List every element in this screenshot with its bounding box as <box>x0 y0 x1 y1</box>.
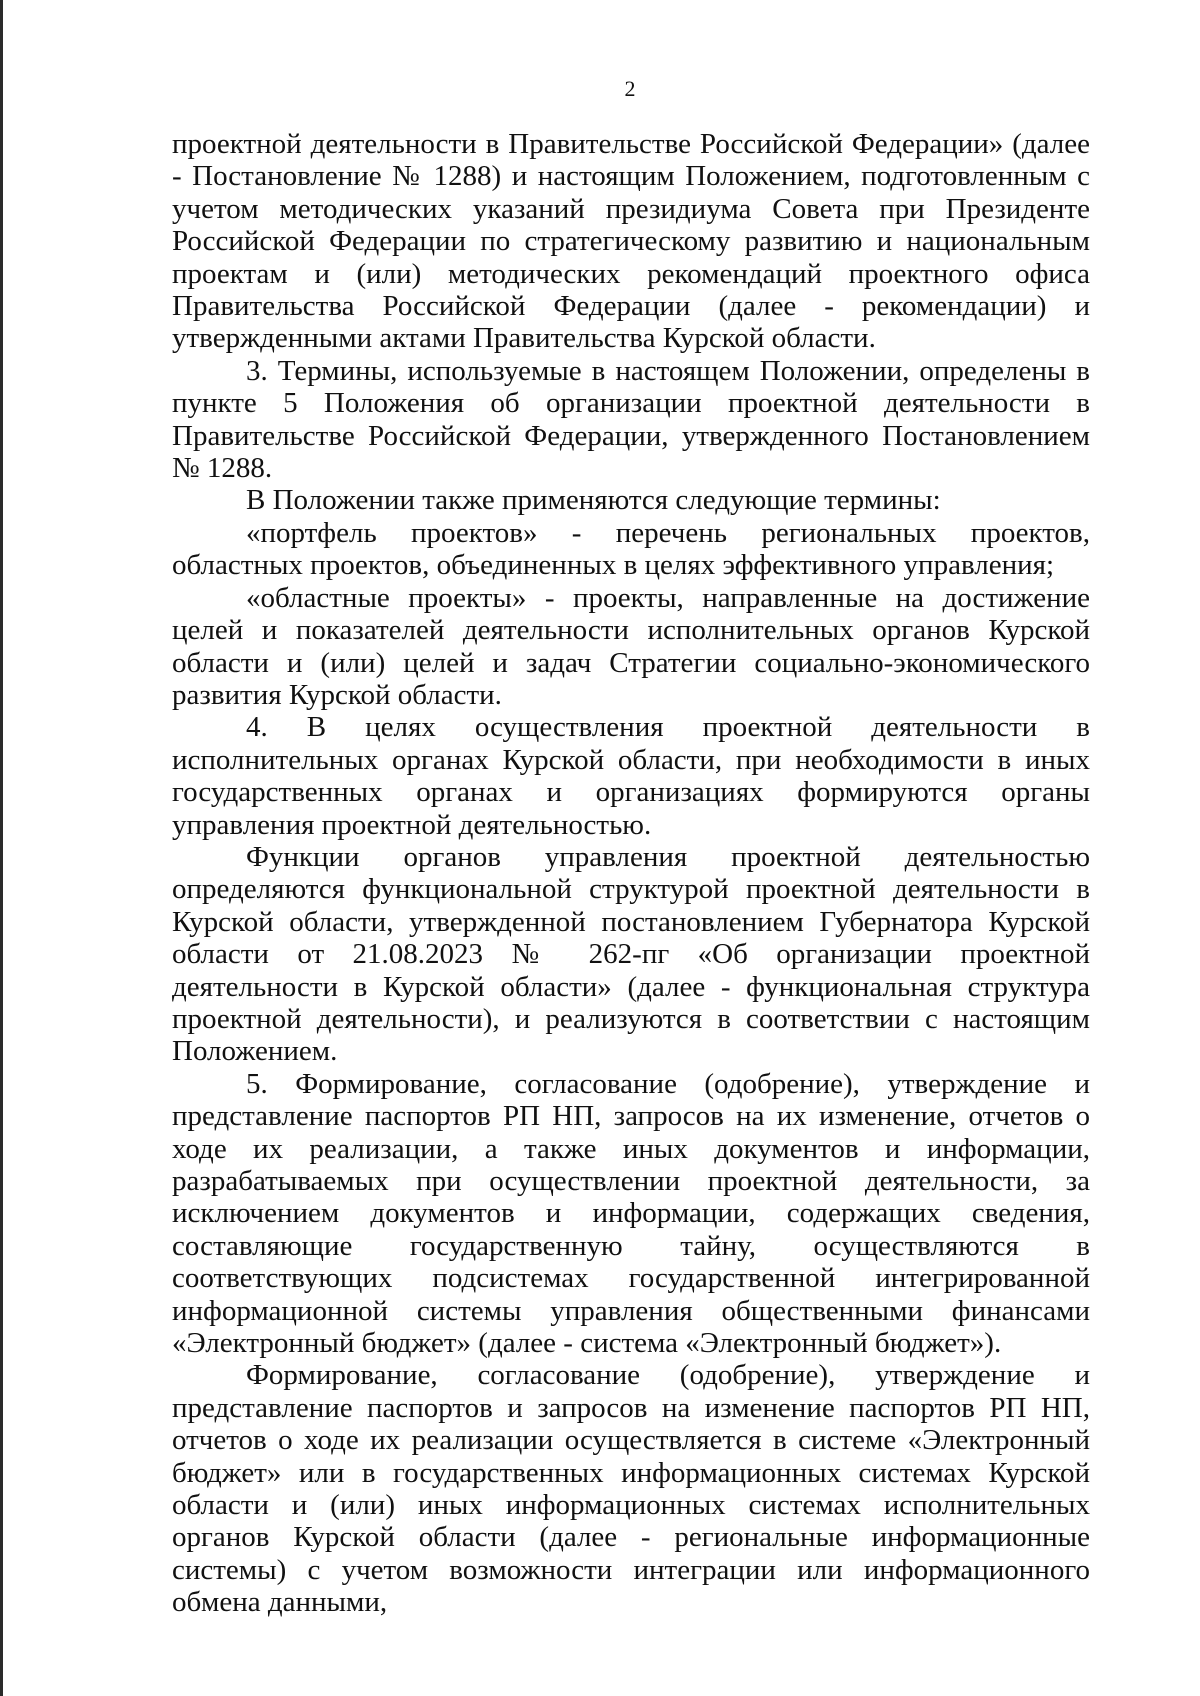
scan-edge-line <box>0 0 3 1696</box>
page-number: 2 <box>624 76 636 101</box>
paragraph-item-4: 4. В целях осуществления проектной деятельности в исполнительных органах Курской области, при необходимости в иных государственных органах и организациях формируются органы управления проектной деятельностью. <box>172 711 1090 841</box>
paragraph-passport-formation: Формирование, согласование (одобрение), утверждение и представление паспортов и запросов на изменение паспортов РП НП, отчетов о ходе их реализации осуществляется в системе «Электронный бюджет» или в государственных информационных системах Курской области и (или) иных информационных системах исполнительных органов Курской области (далее - региональные информационные системы) с учетом возможности интеграции или информационного обмена данными, <box>172 1359 1090 1619</box>
paragraph-management-functions: Функции органов управления проектной деятельностью определяются функциональной структурой проектной деятельности в Курской области, утвержденной постановлением Губернатора Курской области от 21.08.2023 № 262-пг «Об организации проектной деятельности в Курской области» (далее - функциональная структура проектной деятельности), и реализуются в соответствии с настоящим Положением. <box>172 840 1090 1068</box>
document-body <box>172 128 1090 1619</box>
paragraph-term-portfolio: «портфель проектов» - перечень региональных проектов, областных проектов, объединенных в целях эффективного управления; <box>172 516 1090 582</box>
paragraph-item-3: 3. Термины, используемые в настоящем Положении, определены в пункте 5 Положения об организации проектной деятельности в Правительстве Российской Федерации, утвержденного Постановлением № 1288. <box>172 354 1090 485</box>
paragraph-term-regional-projects: «областные проекты» - проекты, направленные на достижение целей и показателей деятельности исполнительных органов Курской области и (или) целей и задач Стратегии социально-экономического развития Курской области. <box>172 581 1090 711</box>
paragraph-continuation: проектной деятельности в Правительстве Российской Федерации» (далее - Постановление № 1288) и настоящим Положением, подготовленным с учетом методических указаний президиума Совета при Президенте Российской Федерации по стратегическому развитию и национальным проектам и (или) методических рекомендаций проектного офиса Правительства Российской Федерации (далее - рекомендации) и утвержденными актами Правительства Курской области. <box>172 128 1090 355</box>
paragraph-terms-intro: В Положении также применяются следующие термины: <box>246 484 941 517</box>
paragraph-item-5: 5. Формирование, согласование (одобрение), утверждение и представление паспортов РП НП, запросов на их изменение, отчетов о ходе их реализации, а также иных документов и информации, разрабатываемых при осуществлении проектной деятельности, за исключением документов и информации, содержащих сведения, составляющие государственную тайну, осуществляются в соответствующих подсистемах государственной интегрированной информационной системы управления общественными финансами «Электронный бюджет» (далее - система «Электронный бюджет»). <box>172 1067 1090 1360</box>
